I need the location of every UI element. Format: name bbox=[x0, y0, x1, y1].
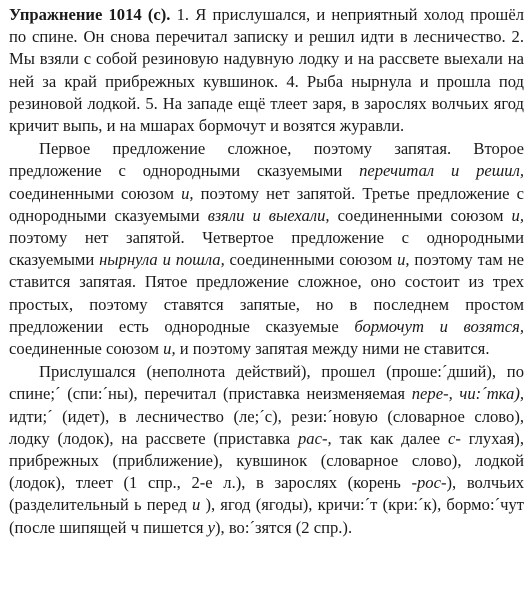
morpheme-text: так как далее bbox=[331, 428, 448, 448]
exercise-heading: Упражнение 1014 (с). bbox=[9, 5, 171, 24]
morpheme-italic: рас-, bbox=[297, 428, 332, 448]
analysis-italic: и, bbox=[511, 205, 524, 225]
exercise-paragraph bbox=[9, 4, 524, 137]
analysis-italic: и, bbox=[397, 250, 410, 270]
morpheme-text: ), во:´зятся (2 спр.). bbox=[215, 517, 353, 537]
analysis-text: соединенными союзом bbox=[224, 250, 398, 270]
exercise-text: 1. Я прислушался, и неприятный холод прошёл по спине. Он снова перечитал записку и решил идти в лесничество. 2. Мы взяли с собой резиновую надувную лодку и на рассвете выехали на ней за край прибрежных кувшинок. 4. Рыба нырнула и прошла под резиновой лодкой. 5. На западе ещё тлеет заря, в зарослях волчьих ягод кричит выпь, и на мшарах бормочут и возятся журавли. bbox=[9, 5, 524, 136]
analysis-text: Первое предложение сложное, поэтому запятая. Второе предложение с однородными сказуемыми bbox=[9, 139, 524, 181]
analysis-text: поэтому нет запятой. Четвертое предложение с однородными сказуемыми bbox=[9, 228, 524, 270]
analysis-italic: нырнула и пошла, bbox=[99, 250, 225, 270]
analysis-text: и поэтому запятая между ними не ставится. bbox=[175, 339, 490, 359]
analysis-text: поэтому нет запятой. Третье предложение с однородными сказуемыми bbox=[9, 183, 525, 225]
analysis-italic: и, bbox=[181, 183, 194, 203]
morpheme-italic: пере-, чи:´тка), bbox=[411, 384, 525, 404]
morpheme-text: глухая), прибрежных (приближение), кувшинок (словарное слово), лодкой (лодок), тлеет (1 спр., 2-е л.), в зарослях (корень bbox=[9, 428, 524, 493]
analysis-italic: перечитал и решил, bbox=[359, 161, 524, 181]
analysis-italic: и, bbox=[163, 339, 176, 359]
analysis-text: соединенными союзом bbox=[329, 205, 512, 225]
morpheme-text: ), волчьих (разделительный ь перед bbox=[9, 473, 524, 515]
analysis-paragraph bbox=[9, 138, 524, 360]
morpheme-text: Прислушался (неполнота действий), прошел (проше:´дший), по спине;´ (спи:´ны), перечитал (приставка неизменяемая bbox=[9, 362, 524, 404]
morpheme-italic: с- bbox=[447, 428, 461, 448]
morpheme-italic: у bbox=[207, 517, 215, 537]
morpheme-paragraph bbox=[9, 361, 524, 539]
analysis-text: соединенные союзом bbox=[9, 339, 164, 359]
morpheme-italic: -рос- bbox=[411, 473, 447, 493]
analysis-italic: взяли и выехали, bbox=[207, 205, 330, 225]
morpheme-text: ), ягод (ягоды), кричи:´т (кри:´к), бормо:´чут (после шипящей ч пишется bbox=[9, 495, 525, 537]
morpheme-italic: и bbox=[192, 495, 201, 515]
analysis-italic: бормочут и возятся, bbox=[354, 316, 524, 336]
analysis-text: поэтому там не ставится запятая. Пятое предложение сложное, оно состоит из трех простых, поэтому ставятся запятые, но в последнем простом предложении есть однородные сказуемые bbox=[9, 250, 524, 336]
analysis-text: соединенными союзом bbox=[9, 183, 182, 203]
morpheme-text: идти;´ (идет), в лесничество (ле;´с), рези:´новую (словарное слово), лодку (лодок), на рассвете (приставка bbox=[9, 406, 524, 448]
